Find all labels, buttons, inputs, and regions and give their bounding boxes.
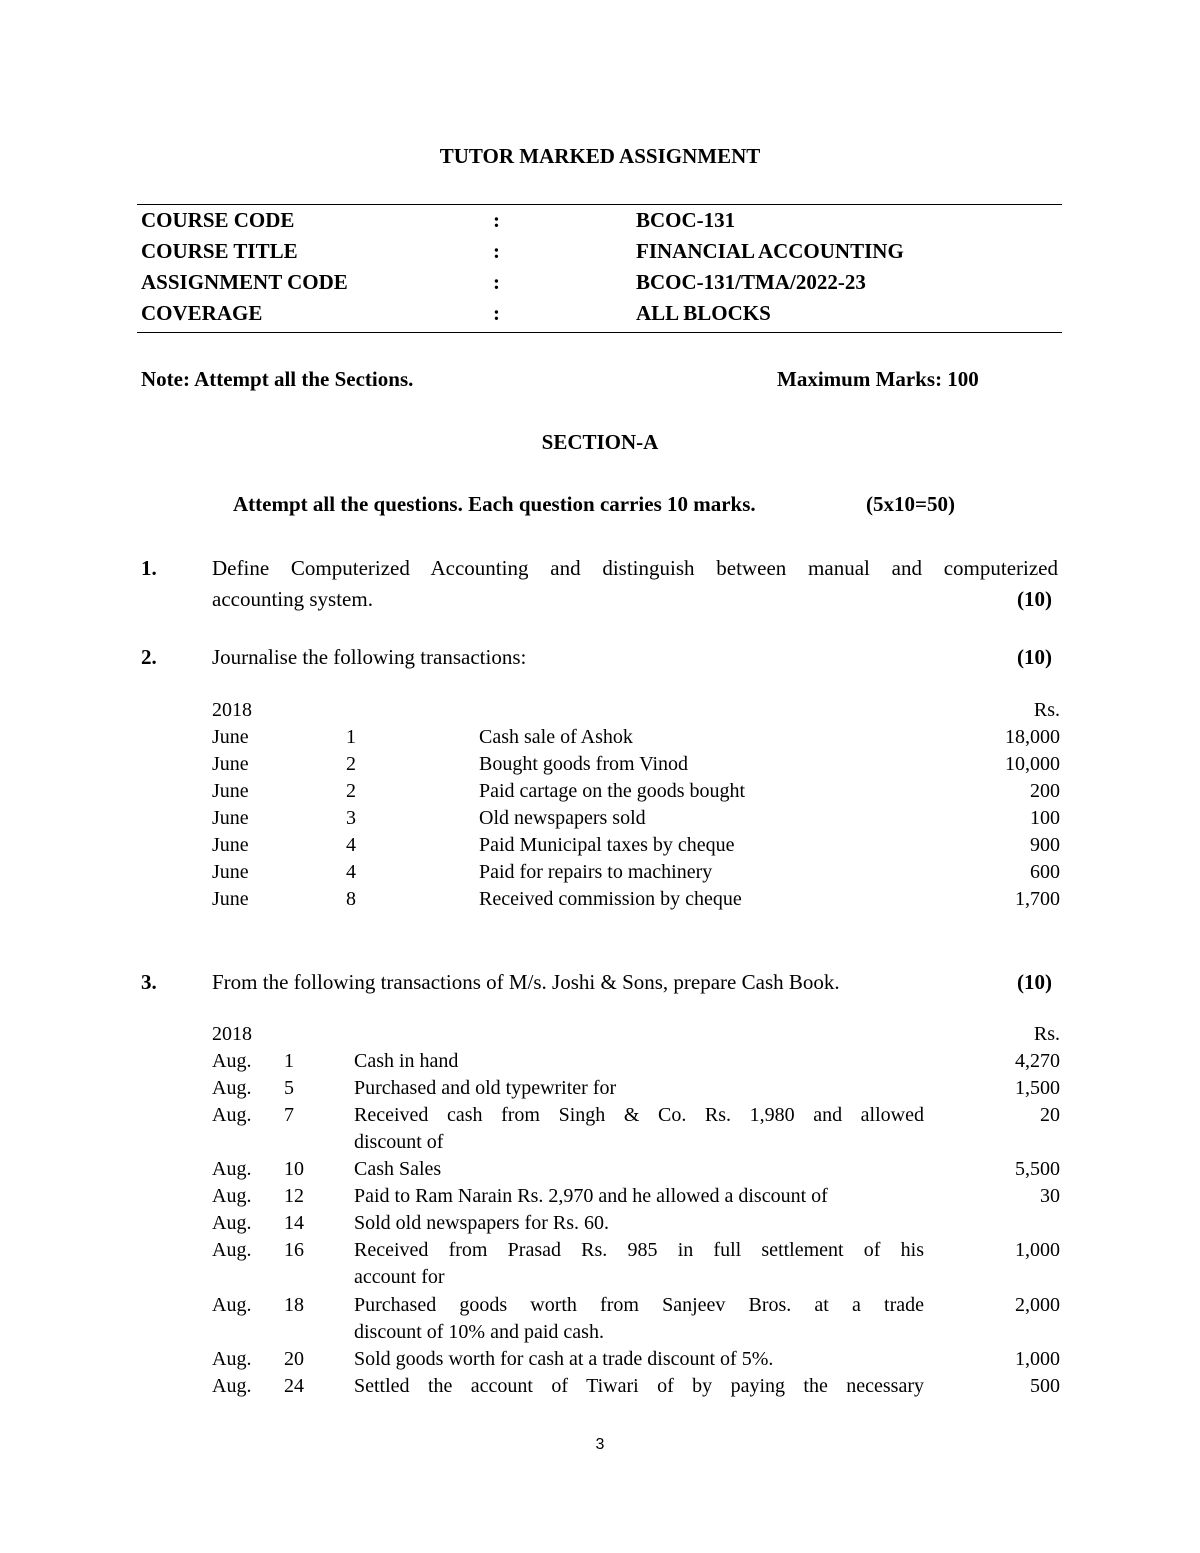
txn-day: 20 (284, 1348, 304, 1370)
txn-day: 2 (346, 780, 356, 802)
txn-amount: 18,000 (1005, 726, 1060, 748)
txn-description: Settled the account of Tiwari of by paying the necessary (354, 1375, 924, 1397)
question-text-line2: accounting system. (212, 587, 373, 611)
question-text: Journalise the following transactions: (212, 645, 527, 669)
info-value-assignment-code: BCOC-131/TMA/2022-23 (636, 270, 866, 294)
txn-amount: 2,000 (1015, 1294, 1060, 1316)
txn-amount: 1,000 (1015, 1348, 1060, 1370)
question-marks: (10) (1017, 645, 1052, 669)
txn-month: June (212, 861, 249, 883)
txn-day: 12 (284, 1185, 304, 1207)
txn-amount: 10,000 (1005, 753, 1060, 775)
txn-amount: 1,500 (1015, 1077, 1060, 1099)
txn-month: June (212, 780, 249, 802)
question-marks: (10) (1017, 970, 1052, 994)
txn-description: Cash sale of Ashok (479, 726, 633, 748)
txn-description: Sold goods worth for cash at a trade discount of 5%. (354, 1348, 774, 1370)
txn-month: June (212, 726, 249, 748)
txn-month: Aug. (212, 1348, 252, 1370)
txn-description: Cash in hand (354, 1050, 459, 1072)
txn-description: Paid for repairs to machinery (479, 861, 713, 883)
txn-month: Aug. (212, 1077, 252, 1099)
info-label-course-code: COURSE CODE (141, 208, 295, 232)
section-instruction: Attempt all the questions. Each question carries 10 marks. (233, 492, 756, 516)
txn-amount: 500 (1030, 1375, 1060, 1397)
question-number: 3. (141, 970, 157, 994)
txn-day: 4 (346, 861, 356, 883)
txn-description: Received commission by cheque (479, 888, 742, 910)
txn-month: Aug. (212, 1294, 252, 1316)
txn-amount: 1,700 (1015, 888, 1060, 910)
info-label-course-title: COURSE TITLE (141, 239, 298, 263)
info-label-assignment-code: ASSIGNMENT CODE (141, 270, 348, 294)
txn-description: Paid to Ram Narain Rs. 2,970 and he allowed a discount of (354, 1185, 828, 1207)
txn-day: 10 (284, 1158, 304, 1180)
txn-day: 3 (346, 807, 356, 829)
section-marks: (5x10=50) (866, 492, 955, 516)
note-text: Note: Attempt all the Sections. (141, 367, 414, 391)
txn-month: June (212, 834, 249, 856)
txn-day: 16 (284, 1239, 304, 1261)
txn-description: Cash Sales (354, 1158, 442, 1180)
txn-description: Received cash from Singh & Co. Rs. 1,980 and allowed (354, 1104, 924, 1126)
txn-description: Old newspapers sold (479, 807, 646, 829)
txn-description-cont: account for (354, 1266, 445, 1288)
txn-amount: 4,270 (1015, 1050, 1060, 1072)
txn-description-cont: discount of 10% and paid cash. (354, 1321, 604, 1343)
txn-day: 8 (346, 888, 356, 910)
question-number: 1. (141, 556, 157, 580)
txn-description: Purchased goods worth from Sanjeev Bros. at a trade (354, 1294, 924, 1316)
txn-description: Sold old newspapers for Rs. 60. (354, 1212, 609, 1234)
txn-description: Bought goods from Vinod (479, 753, 688, 775)
txn-description-cont: discount of (354, 1131, 444, 1153)
txn-month: Aug. (212, 1185, 252, 1207)
txn-amount: 200 (1030, 780, 1060, 802)
max-marks: Maximum Marks: 100 (777, 367, 979, 391)
txn-day: 7 (284, 1104, 294, 1126)
page-number: 3 (595, 1436, 605, 1453)
info-sep: : (493, 208, 500, 232)
txn-month: June (212, 807, 249, 829)
info-label-coverage: COVERAGE (141, 301, 263, 325)
txn-day: 1 (346, 726, 356, 748)
txn-amount: 1,000 (1015, 1239, 1060, 1261)
txn-day: 24 (284, 1375, 304, 1397)
txn-month: Aug. (212, 1375, 252, 1397)
txn-amount: 600 (1030, 861, 1060, 883)
txn-description: Purchased and old typewriter for (354, 1077, 617, 1099)
txn-day: 4 (346, 834, 356, 856)
question-text-line1: Define Computerized Accounting and distinguish between manual and computerized (212, 556, 1058, 580)
txn-amount: 900 (1030, 834, 1060, 856)
info-value-coverage: ALL BLOCKS (636, 301, 771, 325)
txn-month: Aug. (212, 1239, 252, 1261)
info-sep: : (493, 270, 500, 294)
document-title: TUTOR MARKED ASSIGNMENT (439, 144, 761, 168)
txn-amount: 5,500 (1015, 1158, 1060, 1180)
amount-header: Rs. (1033, 1023, 1060, 1045)
txn-amount: 20 (1040, 1104, 1060, 1126)
txn-day: 1 (284, 1050, 294, 1072)
txn-amount: 30 (1040, 1185, 1060, 1207)
transactions-year: 2018 (212, 699, 252, 721)
info-sep: : (493, 301, 500, 325)
info-bottom-rule (137, 332, 1062, 333)
amount-header: Rs. (1033, 699, 1060, 721)
txn-description: Received from Prasad Rs. 985 in full settlement of his (354, 1239, 924, 1261)
txn-day: 14 (284, 1212, 304, 1234)
txn-month: Aug. (212, 1158, 252, 1180)
question-marks: (10) (1017, 587, 1052, 611)
section-title: SECTION-A (541, 430, 659, 454)
txn-month: June (212, 888, 249, 910)
txn-month: Aug. (212, 1212, 252, 1234)
transactions-year: 2018 (212, 1023, 252, 1045)
txn-amount: 100 (1030, 807, 1060, 829)
info-value-course-title: FINANCIAL ACCOUNTING (636, 239, 904, 263)
question-number: 2. (141, 645, 157, 669)
txn-day: 18 (284, 1294, 304, 1316)
txn-month: Aug. (212, 1104, 252, 1126)
txn-month: Aug. (212, 1050, 252, 1072)
txn-description: Paid Municipal taxes by cheque (479, 834, 735, 856)
txn-description: Paid cartage on the goods bought (479, 780, 746, 802)
txn-day: 5 (284, 1077, 294, 1099)
question-text: From the following transactions of M/s. Joshi & Sons, prepare Cash Book. (212, 970, 840, 994)
info-top-rule (137, 204, 1062, 205)
txn-day: 2 (346, 753, 356, 775)
info-value-course-code: BCOC-131 (636, 208, 736, 232)
txn-month: June (212, 753, 249, 775)
info-sep: : (493, 239, 500, 263)
